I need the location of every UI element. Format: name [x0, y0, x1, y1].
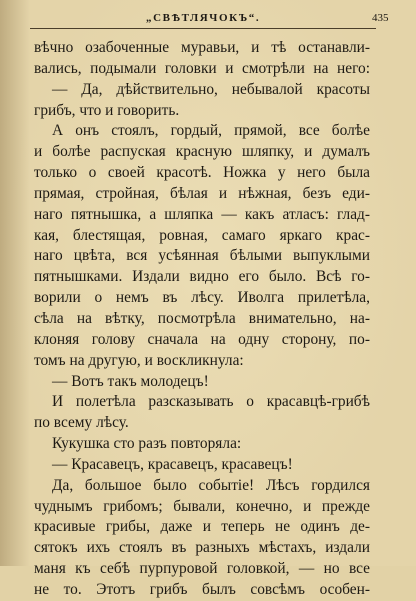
- text-line: вѣчно озабоченные муравьи, и тѣ останавли-: [34, 39, 370, 56]
- text-line: ворили о немъ въ лѣсу. Иволга прилетѣла,: [34, 289, 370, 307]
- text-line: Кукушка сто разъ повторяла:: [52, 435, 242, 453]
- text-line: наго пятнышка, а шляпка — какъ атласъ: глад-: [34, 205, 370, 223]
- text-line: — Вотъ такъ молодецъ!: [52, 372, 209, 390]
- text-line: клоняя голову сначала на одну сторону, по-: [34, 330, 370, 348]
- text-line: не то. Этотъ грибъ былъ совсѣмъ особен-: [34, 580, 370, 598]
- text-line: маня къ себѣ пурпуровой головкой, — но все: [34, 560, 370, 578]
- text-line: пятнышками. Издали видно его было. Всѣ го-: [34, 268, 370, 286]
- page-number: 435: [372, 12, 389, 24]
- text-line: и болѣе распуская красную шляпку, и думалъ: [34, 143, 370, 161]
- text-line: А онъ стоялъ, гордый, прямой, все болѣе: [52, 122, 370, 140]
- text-line: по всему лѣсу.: [34, 414, 129, 432]
- page-header: [0, 10, 416, 30]
- text-line: прямая, стройная, бѣлая и нѣжная, безъ еди-: [34, 184, 370, 202]
- text-line: вались, подымали головки и смотрѣли на него:: [34, 59, 370, 77]
- running-head: „СВѢТЛЯЧОКЪ“.: [146, 12, 261, 24]
- text-line: — Да, дѣйствительно, небывалой красоты: [52, 80, 370, 98]
- page-edge-shadow: [0, 0, 30, 566]
- text-line: сѣла на вѣтку, посмотрѣла внимательно, на-: [34, 309, 370, 327]
- text-line: только о своей красотѣ. Ножка у него была: [34, 164, 370, 182]
- body-text: [34, 38, 370, 601]
- text-line: грибъ, что и говорить.: [34, 101, 180, 119]
- text-line: кая, блестящая, ровная, самаго яркаго крас-: [34, 226, 370, 244]
- header-rule: [30, 28, 376, 29]
- text-line: красивые грибы, даже и теперь не одинъ де-: [34, 518, 370, 536]
- text-line: — Красавецъ, красавецъ, красавецъ!: [52, 455, 293, 473]
- text-line: наго цвѣта, вся усѣянная бѣлыми выпуклыми: [34, 247, 370, 265]
- text-line: томъ на другую, и воскликнула:: [34, 351, 244, 369]
- text-line: чуднымъ грибомъ; бывали, конечно, и прежде: [34, 497, 370, 515]
- text-line: И полетѣла разсказывать о красавцѣ-грибѣ: [52, 393, 370, 411]
- text-line: Да, большое было событіе! Лѣсъ гордился: [52, 476, 370, 494]
- text-line: сятокъ ихъ стоялъ въ разныхъ мѣстахъ, издали: [34, 539, 370, 557]
